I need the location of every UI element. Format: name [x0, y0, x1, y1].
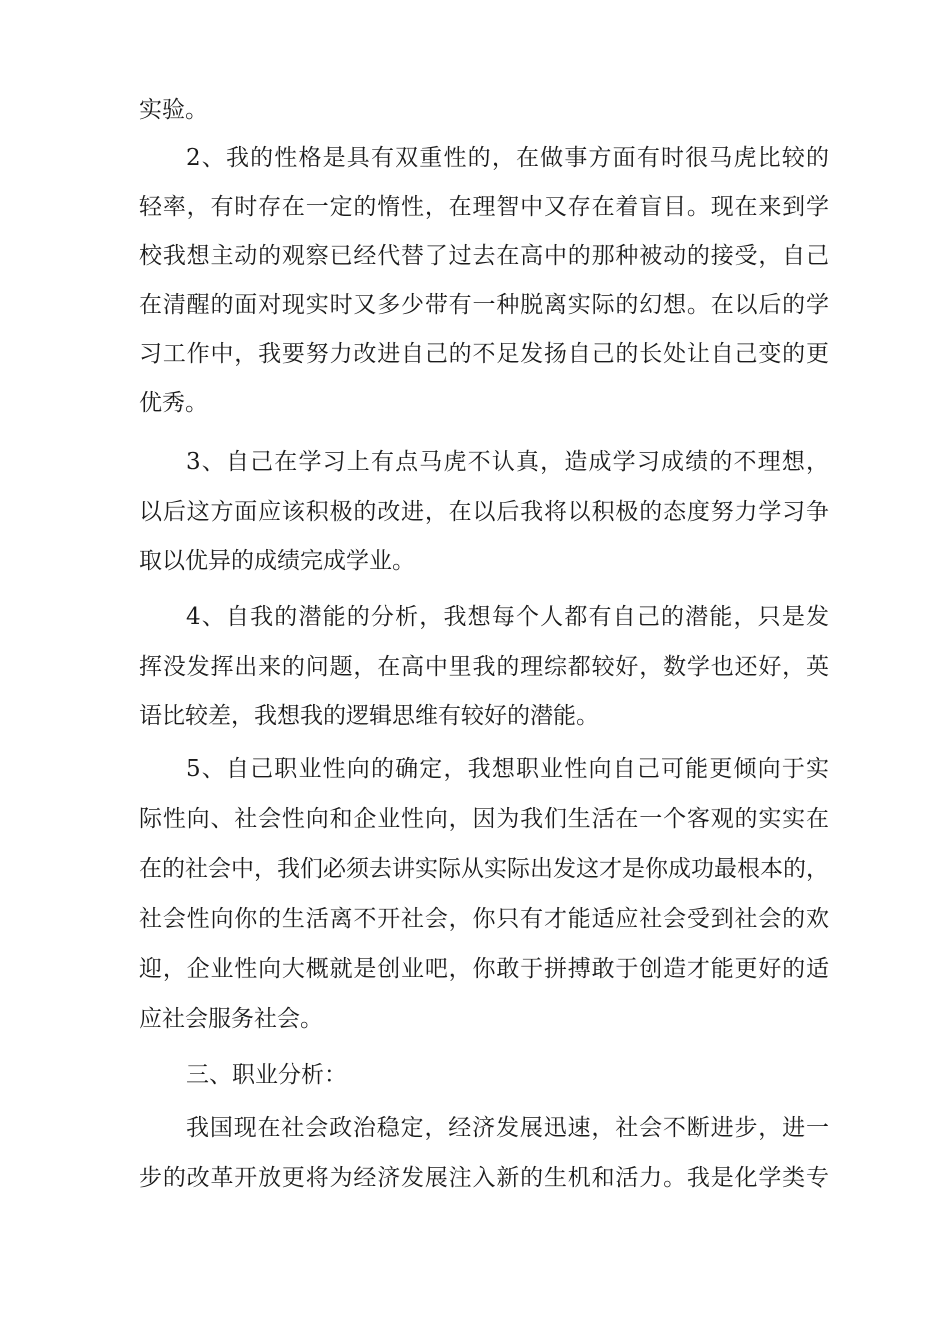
- paragraph-4-line-1: 4、自我的潜能的分析，我想每个人都有自己的潜能，只是发: [186, 604, 829, 630]
- text-line: 在清醒的面对现实时又多少带有一种脱离实际的幻想。在以后的学: [139, 292, 829, 318]
- paragraph-3-line-1: 3、自己在学习上有点马虎不认真，造成学习成绩的不理想，: [186, 449, 829, 475]
- text-line: 语比较差，我想我的逻辑思维有较好的潜能。: [139, 703, 599, 729]
- text-line: 以后这方面应该积极的改进，在以后我将以积极的态度努力学习争: [139, 499, 829, 525]
- text-line: 优秀。: [139, 390, 208, 416]
- text-line: 校我想主动的观察已经代替了过去在高中的那种被动的接受，自己: [139, 243, 829, 269]
- text-line: 社会性向你的生活离不开社会，你只有才能适应社会受到社会的欢: [139, 906, 829, 932]
- text-line: 挥没发挥出来的问题，在高中里我的理综都较好，数学也还好，英: [139, 654, 829, 680]
- text-line: 际性向、社会性向和企业性向，因为我们生活在一个客观的实实在: [139, 806, 829, 832]
- section-heading: 三、职业分析：: [186, 1062, 347, 1088]
- text-line: 在的社会中，我们必须去讲实际从实际出发这才是你成功最根本的，: [139, 856, 829, 882]
- paragraph-2-line-1: 2、我的性格是具有双重性的，在做事方面有时很马虎比较的: [186, 145, 829, 171]
- text-line: 轻率，有时存在一定的惰性，在理智中又存在着盲目。现在来到学: [139, 194, 829, 220]
- text-line: 取以优异的成绩完成学业。: [139, 548, 415, 574]
- paragraph-6-line-1: 我国现在社会政治稳定，经济发展迅速，社会不断进步，进一: [186, 1115, 829, 1141]
- text-line: 迎，企业性向大概就是创业吧，你敢于拼搏敢于创造才能更好的适: [139, 956, 829, 982]
- text-line: 应社会服务社会。: [139, 1006, 323, 1032]
- paragraph-5-line-1: 5、自己职业性向的确定，我想职业性向自己可能更倾向于实: [186, 756, 829, 782]
- text-line: 实验。: [139, 97, 208, 123]
- text-line: 习工作中，我要努力改进自己的不足发扬自己的长处让自己变的更: [139, 341, 829, 367]
- text-line: 步的改革开放更将为经济发展注入新的生机和活力。我是化学类专: [139, 1165, 829, 1191]
